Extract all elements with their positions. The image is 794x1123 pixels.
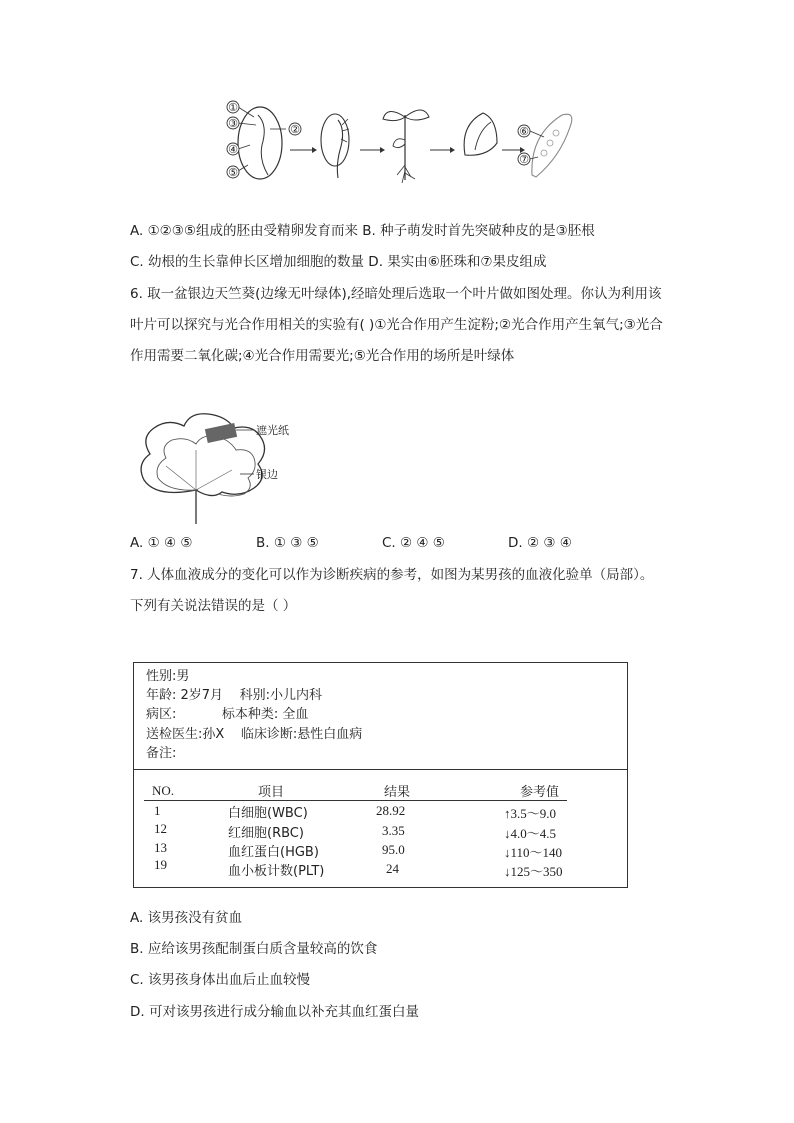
q6-stem-line2: 叶片可以探究与光合作用相关的实验有( )①光合作用产生淀粉;②光合作用产生氧气;③光合: [130, 317, 663, 333]
q6-option-a: A. ① ④ ⑤: [130, 535, 193, 551]
column-header-underline: [144, 800, 567, 801]
q7-stem-line2: 下列有关说法错误的是（ ）: [130, 598, 297, 614]
header-line: 性别:男: [146, 669, 190, 684]
row-no: 12: [154, 821, 167, 836]
label-3: ③: [228, 117, 238, 130]
q7-option-b: B. 应给该男孩配制蛋白质含量较高的饮食: [130, 941, 378, 957]
label-4: ④: [228, 143, 238, 156]
header-line: 年龄: 2岁7月 科别:小儿内科: [146, 688, 322, 704]
label-7: ⑦: [519, 153, 529, 166]
row-result: 28.92: [376, 803, 406, 818]
label-5: ⑤: [228, 166, 238, 179]
label-silver-edge: 银边: [256, 468, 278, 481]
row-item: 血小板计数(PLT): [228, 864, 325, 879]
q6-stem-line3: 作用需要二氧化碳;④光合作用需要光;⑤光合作用的场所是叶绿体: [130, 348, 515, 364]
leaf-figure: [136, 412, 306, 530]
q6-option-b: B. ① ③ ⑤: [256, 535, 319, 551]
q6-option-d: D. ② ③ ④: [508, 535, 572, 551]
col-header-ref: 参考值: [520, 785, 560, 800]
q7-option-d: D. 可对该男孩进行成分输血以补充其血红蛋白量: [130, 1004, 419, 1020]
header-line: 病区: 标本种类: 全血: [146, 707, 309, 723]
report-header: [146, 667, 362, 763]
row-ref: ↓125～350: [504, 864, 563, 879]
seed-embryo: [258, 115, 268, 175]
row-result: 24: [386, 861, 399, 876]
label-1: ①: [228, 101, 238, 114]
row-item: 红细胞(RBC): [228, 826, 304, 841]
row-ref: ↑3.5～9.0: [504, 806, 557, 821]
q5-options-line2: C. 幼根的生长靠伸长区增加细胞的数量 D. 果实由⑥胚珠和⑦果皮组成: [130, 254, 547, 270]
row-ref: ↓110～140: [504, 845, 563, 860]
row-no: 19: [154, 857, 167, 872]
row-result: 95.0: [382, 842, 405, 857]
q6-stem-line1: 6. 取一盆银边天竺葵(边缘无叶绿体),经暗处理后选取一个叶片做如图处理。你认为利用该: [130, 286, 662, 302]
header-line: 备注:: [146, 745, 177, 761]
col-header-no: NO.: [152, 783, 175, 798]
label-light-shield: 遮光纸: [256, 424, 289, 437]
row-result: 3.35: [382, 823, 405, 838]
label-6: ⑥: [519, 125, 529, 138]
report-divider: [134, 769, 627, 770]
q5-options-line1: A. ①②③⑤组成的胚由受精卵发育而来 B. 种子萌发时首先突破种皮的是③胚根: [130, 223, 595, 239]
q7-stem-line1: 7. 人体血液成分的变化可以作为诊断疾病的参考，如图为某男孩的血液化验单（局部）。: [130, 567, 654, 583]
row-item: 白细胞(WBC): [228, 806, 308, 821]
row-no: 1: [154, 803, 161, 818]
q7-option-a: A. 该男孩没有贫血: [130, 910, 243, 926]
q7-option-c: C. 该男孩身体出血后止血较慢: [130, 972, 311, 988]
row-ref: ↓4.0～4.5: [504, 826, 557, 841]
row-no: 13: [154, 840, 167, 855]
col-header-item: 项目: [258, 785, 285, 800]
label-2: ②: [290, 123, 300, 136]
col-header-result: 结果: [384, 785, 411, 800]
q6-option-c: C. ② ④ ⑤: [382, 535, 445, 551]
header-line: 送检医生:孙X 临床诊断:悬性白血病: [146, 726, 363, 742]
blood-test-report: [133, 662, 628, 888]
row-item: 血红蛋白(HGB): [228, 845, 319, 860]
light-shield-paper: [205, 423, 237, 443]
seed-germination-figure: [220, 95, 580, 190]
